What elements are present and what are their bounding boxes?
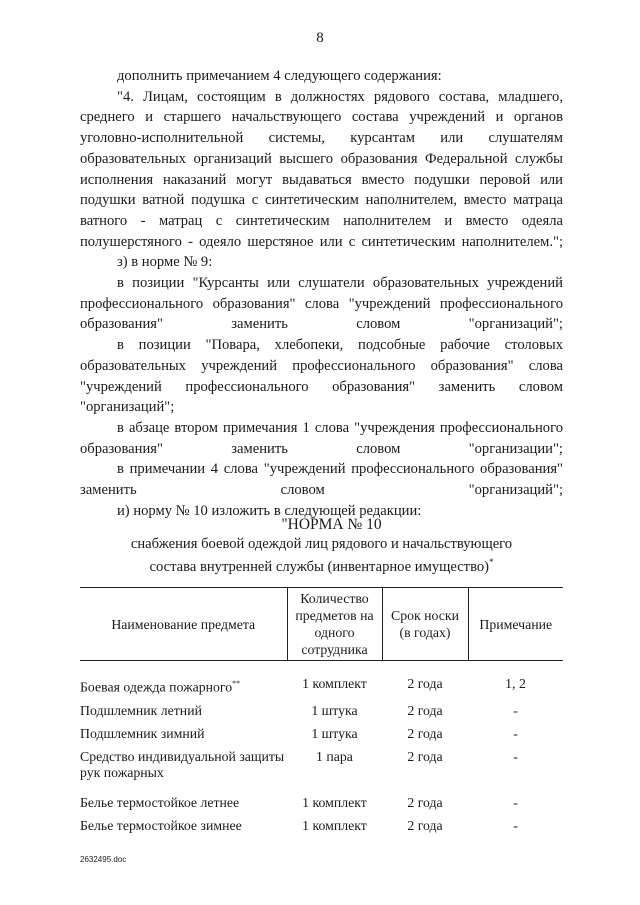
- cell-quantity: 1 штука: [311, 702, 358, 718]
- cell-quantity: 1 комплект: [302, 794, 367, 810]
- paragraph: в позиции "Курсанты или слушатели образовательных учреждений профессионального образования" слова "учреждений профессионального образования" заменить словом "организаций";: [80, 275, 563, 333]
- table-row: [80, 723, 563, 746]
- page-number: 8: [316, 30, 324, 46]
- table-row: [80, 700, 563, 723]
- footnote-mark: *: [489, 557, 494, 567]
- cell-term: 2 года: [407, 794, 443, 810]
- cell-term: 2 года: [407, 748, 443, 764]
- paragraph: в абзаце втором примечания 1 слова "учреждения профессионального образования" заменить словом "организации";: [80, 419, 563, 457]
- table-spacer: [80, 661, 563, 674]
- cell-note: -: [513, 794, 518, 810]
- norm-subtitle-text: состава внутренней службы (инвентарное имущество): [149, 558, 490, 575]
- footnote-mark: **: [232, 679, 241, 688]
- item-name: Боевая одежда пожарного: [80, 679, 233, 695]
- table-header-row: [80, 588, 563, 661]
- table-row: [80, 785, 563, 815]
- cell-term: 2 года: [407, 702, 443, 718]
- cell-quantity: 1 штука: [311, 725, 358, 741]
- cell-note: -: [513, 817, 518, 833]
- paragraph: дополнить примечанием 4 следующего содержания:: [117, 68, 442, 84]
- cell-term: 2 года: [407, 676, 443, 691]
- cell-note: 1, 2: [505, 676, 526, 691]
- cell-term: 2 года: [407, 817, 443, 833]
- cell-name: Подшлемник летний: [80, 702, 202, 718]
- cell-name: [80, 673, 287, 700]
- cell-name: Белье термостойкое летнее: [80, 794, 240, 810]
- footer-filename: 2632495.doc: [80, 855, 127, 864]
- norm-table: [80, 587, 563, 838]
- paragraph: и) норму № 10 изложить в следующей редакции:: [117, 502, 422, 519]
- cell-quantity: 1 комплект: [302, 817, 367, 833]
- table-row: [80, 815, 563, 838]
- table-row: [80, 673, 563, 700]
- cell-quantity: 1 пара: [316, 748, 353, 764]
- cell-note: -: [513, 748, 518, 764]
- cell-note: -: [513, 725, 518, 741]
- cell-term: 2 года: [407, 725, 443, 741]
- cell-name: Подшлемник зимний: [80, 725, 205, 741]
- body-text: [80, 66, 563, 521]
- cell-quantity: 1 комплект: [302, 676, 367, 691]
- table-row: [80, 746, 563, 785]
- paragraph: в позиции "Повара, хлебопеки, подсобные рабочие столовых образовательных учреждений профессионального образования" слова "учреждений профессионального образования" заменить словом "организаций";: [80, 337, 563, 416]
- cell-name: Средство индивидуальной защиты рук пожарных: [80, 748, 285, 780]
- cell-name: Белье термостойкое зимнее: [80, 817, 242, 833]
- norm-subtitle-line: [80, 553, 563, 576]
- header-wear-term: Срок носки (в годах): [382, 588, 468, 661]
- header-quantity: Количество предметов на одного сотрудника: [287, 588, 382, 661]
- norm-subtitle-line: снабжения боевой одеждой лиц рядового и начальствующего: [130, 535, 513, 552]
- norm-title: "НОРМА № 10: [281, 516, 382, 533]
- norm-heading: [80, 516, 563, 576]
- paragraph: в примечании 4 слова "учреждений профессионального образования" заменить словом "организаций";: [80, 461, 563, 499]
- header-note: Примечание: [468, 588, 563, 661]
- cell-note: -: [513, 702, 518, 718]
- paragraph: "4. Лицам, состоящим в должностях рядового состава, младшего, среднего и старшего начальствующего состава учреждений и органов уголовно-исполнительной системы, курсантам или слушателям образовательных организаций высшего образования Федеральной службы исполнения наказаний могут выдаваться вместо подушки перовой или подушки ватной подушка с синтетическим наполнителем, вместо матраца ватного - матрац с синтетическим наполнителем и вместо одеяла полушерстяного - одеяло шерстяное или с синтетическим наполнителем.";: [80, 88, 563, 250]
- header-item-name: Наименование предмета: [80, 588, 287, 661]
- paragraph: з) в норме № 9:: [117, 254, 213, 271]
